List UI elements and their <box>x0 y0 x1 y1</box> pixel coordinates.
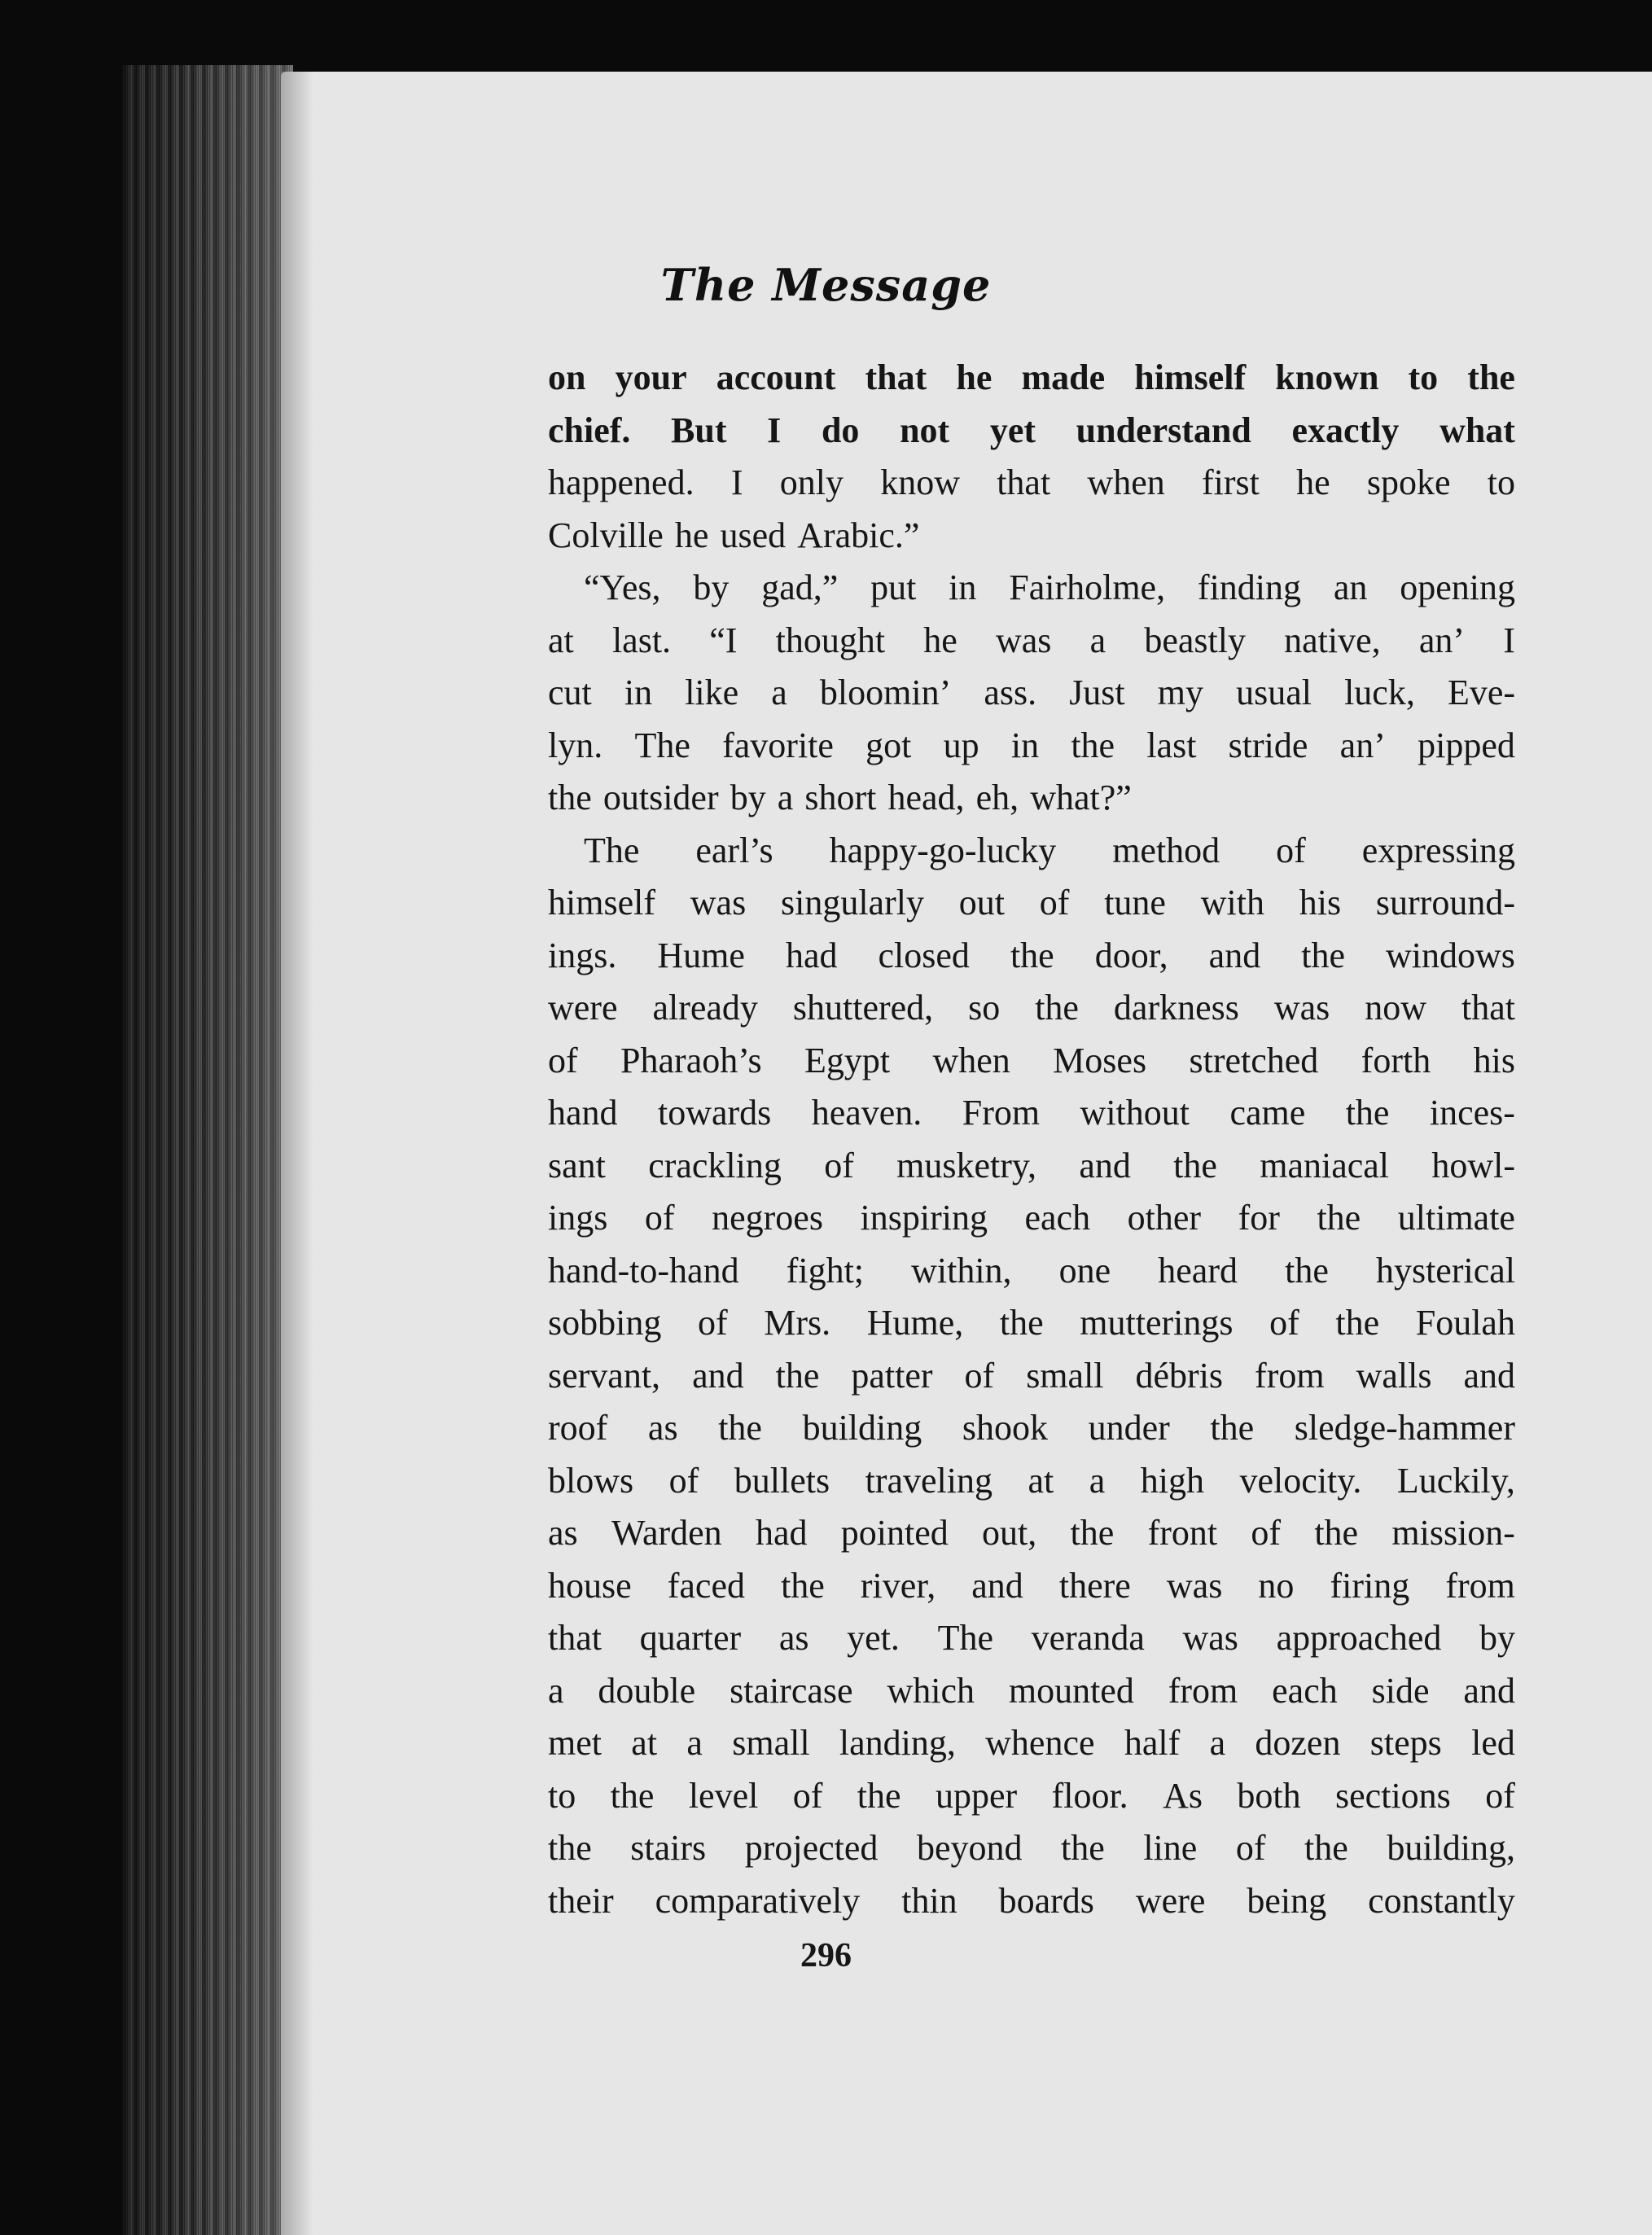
text-line: Colville he used Arabic.” <box>548 515 920 555</box>
body-text <box>548 352 1515 1927</box>
text-line: chief. But I do not yet understand exactly what <box>548 410 1515 450</box>
text-line: the outsider by a short head, eh, what?” <box>548 778 1132 817</box>
text-line: were already shuttered, so the darkness was now that <box>548 988 1515 1028</box>
text-line: on your account that he made himself known to the <box>548 357 1515 397</box>
text-line: sant crackling of musketry, and the maniacal howl- <box>548 1145 1515 1185</box>
text-line: roof as the building shook under the sledge-hammer <box>548 1408 1515 1448</box>
text-line: met at a small landing, whence half a dozen steps led <box>548 1723 1515 1763</box>
text-line: that quarter as yet. The veranda was approached by <box>548 1618 1515 1658</box>
text-line: “Yes, by gad,” put in Fairholme, finding an opening <box>584 568 1515 607</box>
text-line: ings. Hume had closed the door, and the windows <box>548 935 1515 975</box>
text-line: blows of bullets traveling at a high velocity. Luckily, <box>548 1460 1515 1501</box>
text-line: cut in like a bloomin’ ass. Just my usual luck, Eve- <box>548 673 1515 712</box>
text-line: lyn. The favorite got up in the last stride an’ pipped <box>548 725 1515 765</box>
text-line: himself was singularly out of tune with his surround- <box>548 883 1515 922</box>
text-line: to the level of the upper floor. As both sections of <box>548 1775 1515 1816</box>
page-edge-stack <box>122 65 293 2235</box>
text-line: ings of negroes inspiring each other for the ultimate <box>548 1198 1515 1238</box>
text-line: hand-to-hand fight; within, one heard the hysterical <box>548 1250 1515 1291</box>
running-head: The Message <box>660 259 992 311</box>
text-line: as Warden had pointed out, the front of the mission- <box>548 1513 1515 1553</box>
page-number: 296 <box>800 1937 852 1974</box>
text-line: their comparatively thin boards were being constantly <box>548 1880 1515 1921</box>
text-line: house faced the river, and there was no firing from <box>548 1565 1515 1606</box>
text-line: at last. “I thought he was a beastly native, an’ I <box>548 620 1515 660</box>
text-line: the stairs projected beyond the line of the building, <box>548 1828 1515 1868</box>
text-line: happened. I only know that when first he spoke to <box>548 462 1515 502</box>
text-line: The earl’s happy-go-lucky method of expressing <box>584 830 1515 870</box>
text-line: servant, and the patter of small débris from walls and <box>548 1355 1515 1396</box>
text-line: of Pharaoh’s Egypt when Moses stretched forth his <box>548 1040 1515 1080</box>
text-line: hand towards heaven. From without came the inces- <box>548 1093 1515 1133</box>
text-line: sobbing of Mrs. Hume, the mutterings of the Foulah <box>548 1303 1515 1343</box>
text-line: a double staircase which mounted from each side and <box>548 1670 1515 1711</box>
